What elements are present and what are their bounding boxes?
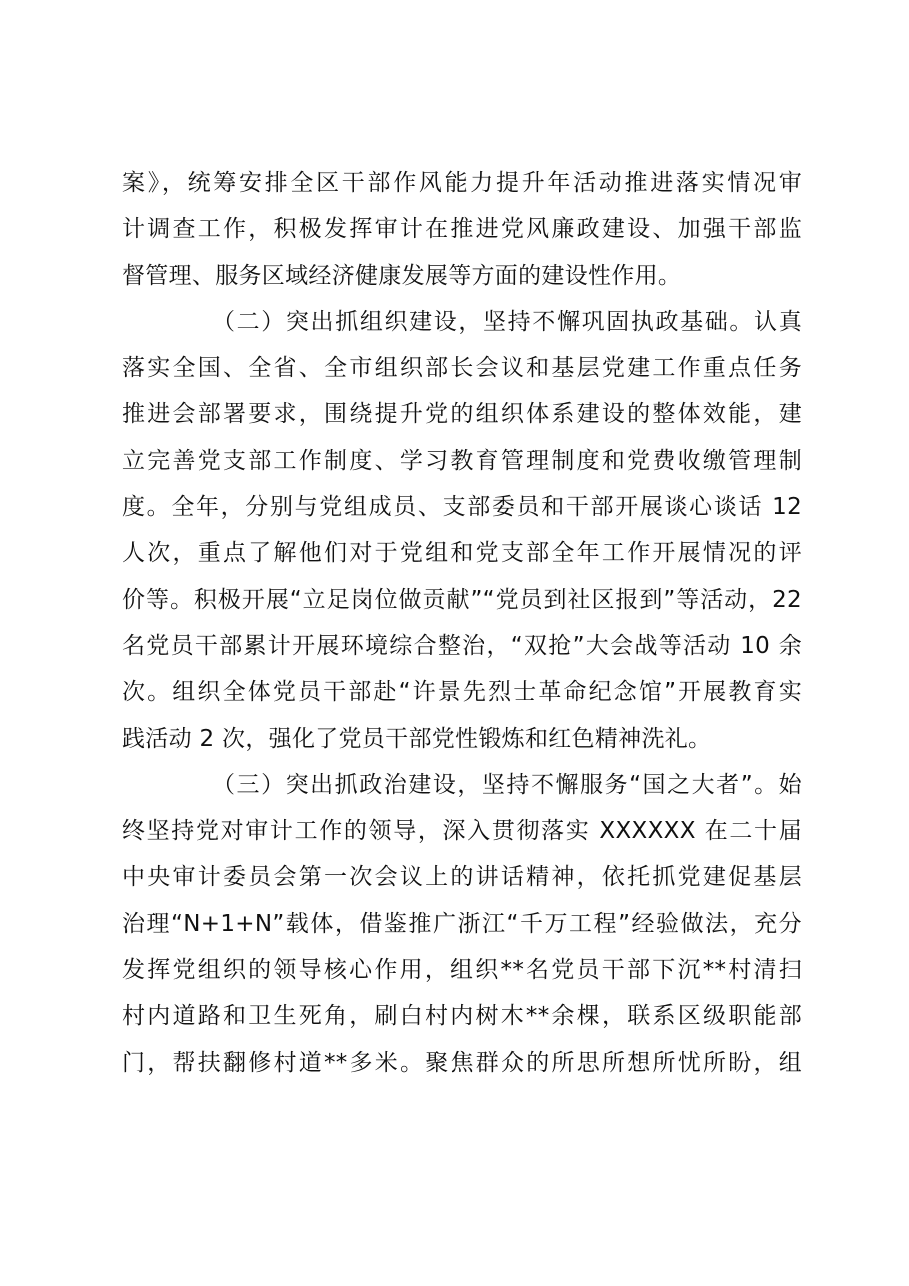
text-line: 发挥党组织的领导核心作用，组织**名党员干部下沉**村清扫 bbox=[122, 957, 802, 984]
text-line: 落实全国、全省、全市组织部长会议和基层党建工作重点任务 bbox=[122, 355, 802, 382]
text-line: 次。组织全体党员干部赴“许景先烈士革命纪念馆”开展教育实 bbox=[122, 679, 802, 706]
text-line: 推进会部署要求，围绕提升党的组织体系建设的整体效能，建 bbox=[122, 401, 802, 428]
section-heading-line: （三）突出抓政治建设，坚持不懈服务“国之大者”。始 bbox=[212, 771, 802, 798]
text-line: 度。全年，分别与党组成员、支部委员和干部开展谈心谈话 12 bbox=[122, 494, 802, 521]
text-line: 村内道路和卫生死角，刷白村内树木**余棵，联系区级职能部 bbox=[122, 1003, 802, 1030]
text-line: 人次，重点了解他们对于党组和党支部全年工作开展情况的评 bbox=[122, 540, 802, 567]
text-line: 计调查工作，积极发挥审计在推进党风廉政建设、加强干部监 bbox=[122, 216, 802, 243]
text-line: 案》，统筹安排全区干部作风能力提升年活动推进落实情况审 bbox=[122, 170, 802, 196]
text-line: 名党员干部累计开展环境综合整治，“双抢”大会战等活动 10 余 bbox=[122, 632, 802, 659]
document-body bbox=[122, 160, 802, 1086]
section-heading-line: （二）突出抓组织建设，坚持不懈巩固执政基础。认真 bbox=[212, 308, 802, 335]
text-line: 治理“N+1+N”载体，借鉴推广浙江“千万工程”经验做法，充分 bbox=[122, 910, 802, 937]
paragraph-end-line: 督管理、服务区域经济健康发展等方面的建设性作用。 bbox=[122, 262, 682, 289]
text-line: 终坚持党对审计工作的领导，深入贯彻落实 XXXXXX 在二十届 bbox=[122, 818, 802, 845]
text-line: 立完善党支部工作制度、学习教育管理制度和党费收缴管理制 bbox=[122, 447, 802, 474]
text-line: 价等。积极开展“立足岗位做贡献”“党员到社区报到”等活动，22 bbox=[122, 586, 802, 613]
paragraph-end-line: 践活动 2 次，强化了党员干部党性锻炼和红色精神洗礼。 bbox=[122, 725, 712, 752]
text-line: 中央审计委员会第一次会议上的讲话精神，依托抓党建促基层 bbox=[122, 864, 802, 891]
text-line: 门，帮扶翻修村道**多米。聚焦群众的所思所想所忧所盼，组 bbox=[122, 1049, 802, 1076]
